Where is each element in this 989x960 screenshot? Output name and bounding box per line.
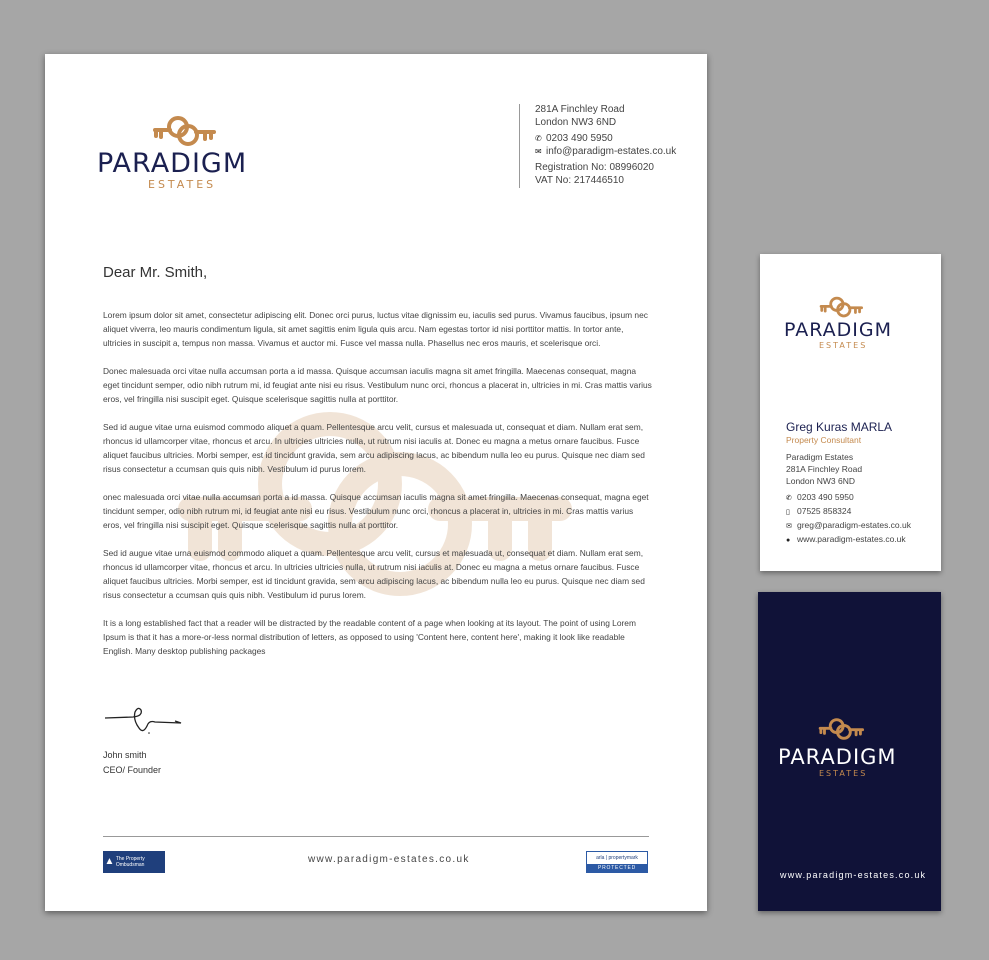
- body-paragraph: It is a long established fact that a reader will be distracted by the readable content of a page when looking at its layout. The point of using Lorem Ipsum is that it has a more-or-less normal distribution of letters, as opposed to using 'Content here, content here', making it look like readable English. Many desktop publishing packages: [103, 618, 636, 656]
- card-logo: [784, 294, 924, 354]
- phone-number: 0203 490 5950: [546, 133, 613, 144]
- card-mobile: 07525 858324: [797, 506, 852, 516]
- card-address-1: 281A Finchley Road: [786, 464, 863, 474]
- card-company: Paradigm Estates: [786, 452, 854, 462]
- logo-subtitle: ESTATES: [819, 341, 868, 350]
- card-back-website[interactable]: www.paradigm-estates.co.uk: [780, 870, 927, 880]
- card-person-name: Greg Kuras MARLA: [786, 420, 893, 434]
- signer-name: John smith: [103, 750, 147, 760]
- email-icon: ✉: [786, 523, 792, 530]
- card-phone: 0203 490 5950: [797, 492, 854, 502]
- card-back-logo: [778, 714, 928, 784]
- registration-number: Registration No: 08996020: [535, 162, 654, 173]
- logo-subtitle: ESTATES: [148, 178, 217, 191]
- body-paragraph: Lorem ipsum dolor sit amet, consectetur adipiscing elit. Donec orci purus, luctus vitae dignissim eu, iaculis sed purus. Vivamus faucibus, ipsum nec aliquet viverra, leo mauris condimentum ligula, sit amet sagittis enim ligula quis arcu. Nam egestas tortor id nisi porttitor mattis. In tortor ante, ultricies in suscipit a, tempus non massa. Vivamus et auctor mi. Fusce vel massa nulla. Phasellus nec eros mauris, et scelerisque orci.: [103, 310, 648, 348]
- key-logo-icon: [819, 294, 863, 320]
- signer-block: [103, 748, 161, 778]
- phone-icon: ✆: [786, 495, 792, 502]
- email-icon: ✉: [535, 146, 542, 156]
- letter-body: [103, 308, 653, 672]
- handwritten-signature: [103, 706, 183, 738]
- logo-subtitle: ESTATES: [819, 769, 868, 778]
- business-card-front: [760, 254, 941, 571]
- footer-divider: [103, 836, 649, 837]
- card-person-title: Property Consultant: [786, 435, 862, 445]
- salutation: Dear Mr. Smith,: [103, 264, 208, 281]
- globe-icon: ●: [786, 537, 791, 544]
- card-contact-info: [786, 451, 911, 547]
- logo-wordmark: PARADIGM: [97, 148, 248, 179]
- card-address-2: London NW3 6ND: [786, 476, 855, 486]
- body-paragraph: onec malesuada orci vitae nulla accumsan porta a id massa. Quisque accumsan iaculis magna sit amet fringilla. Maecenas consequat, magna eget tincidunt semper, odio nibh rutrum mi, id feugiat ante nisi eu risus. Vestibulum nunc orci, rhoncus a placerat in, ultricies in mi. Cras mattis varius eros, vel fringilla nisi suscipit eget. Quisque scelerisque sagittis nulla at porttitor.: [103, 492, 649, 530]
- letterhead-page: [45, 54, 707, 911]
- email-address[interactable]: info@paradigm-estates.co.uk: [546, 145, 677, 157]
- vat-number: VAT No: 217446510: [535, 174, 624, 186]
- logo-wordmark: PARADIGM: [784, 319, 893, 341]
- signer-title: CEO/ Founder: [103, 765, 162, 775]
- address-line-1: 281A Finchley Road: [535, 104, 625, 115]
- body-paragraph: Donec malesuada orci vitae nulla accumsan porta a id massa. Quisque accumsan iaculis magna sit amet fringilla. Maecenas consequat, magna eget tincidunt semper, odio nibh rutrum mi, id feugiat ante nisi eu risus. Vestibulum nunc orci, rhoncus a placerat in, ultricies in mi. Cras mattis varius eros, vel fringilla nisi suscipit eget. Quisque scelerisque sagittis nulla at porttitor.: [103, 366, 652, 404]
- arla-propertymark-badge: arla | propertymark PROTECTED: [586, 851, 648, 873]
- ombudsman-logo-icon: ▲: [104, 856, 115, 867]
- address-line-2: London NW3 6ND: [535, 116, 617, 128]
- logo-wordmark: PARADIGM: [778, 745, 897, 769]
- phone-icon: ✆: [535, 134, 542, 143]
- mobile-icon: ▯: [786, 509, 790, 516]
- body-paragraph: Sed id augue vitae urna euismod commodo aliquet a quam. Pellentesque arcu velit, cursus et malesuada ut, consequat et diam. Nullam erat sem, rhoncus id ullamcorper vitae, rhoncus et arcu. In ultricies ultricies nulla, ut rutrum nisi iaculis at. Donec eu magna a metus ornare faucibus. Fusce aliquet faucibus ultricies. Morbi semper, est id tincidunt gravida, sem arcu adipiscing lacus, ac bibendum nulla leo eu purus. Quisque nec diam sed risus consectetur a ccumsan quis quis nibh. Vestibulum id purus lorem.: [103, 422, 645, 474]
- key-logo-icon: [152, 114, 216, 148]
- footer-website[interactable]: www.paradigm-estates.co.uk: [308, 854, 470, 865]
- key-logo-icon: [818, 714, 864, 744]
- body-paragraph: Sed id augue vitae urna euismod commodo aliquet a quam. Pellentesque arcu velit, cursus et malesuada ut, consequat et diam. Nullam erat sem, rhoncus id ullamcorper vitae, rhoncus et arcu. In ultricies ultricies nulla, ut rutrum nisi iaculis at. Donec eu magna a metus ornare faucibus. Fusce aliquet faucibus ultricies. Morbi semper, est id tincidunt gravida, sem arcu adipiscing lacus, ac bibendum nulla leo eu purus. Quisque nec diam sed risus consectetur a ccumsan quis quis nibh. Vestibulum id purus lorem.: [103, 548, 645, 600]
- property-ombudsman-badge: ▲ The Property Ombudsman: [103, 851, 165, 873]
- letterhead-contact: [519, 104, 676, 188]
- letterhead-logo: [97, 114, 272, 194]
- business-card-back: [758, 592, 941, 911]
- card-website[interactable]: www.paradigm-estates.co.uk: [797, 534, 906, 544]
- card-email[interactable]: greg@paradigm-estates.co.uk: [797, 520, 911, 530]
